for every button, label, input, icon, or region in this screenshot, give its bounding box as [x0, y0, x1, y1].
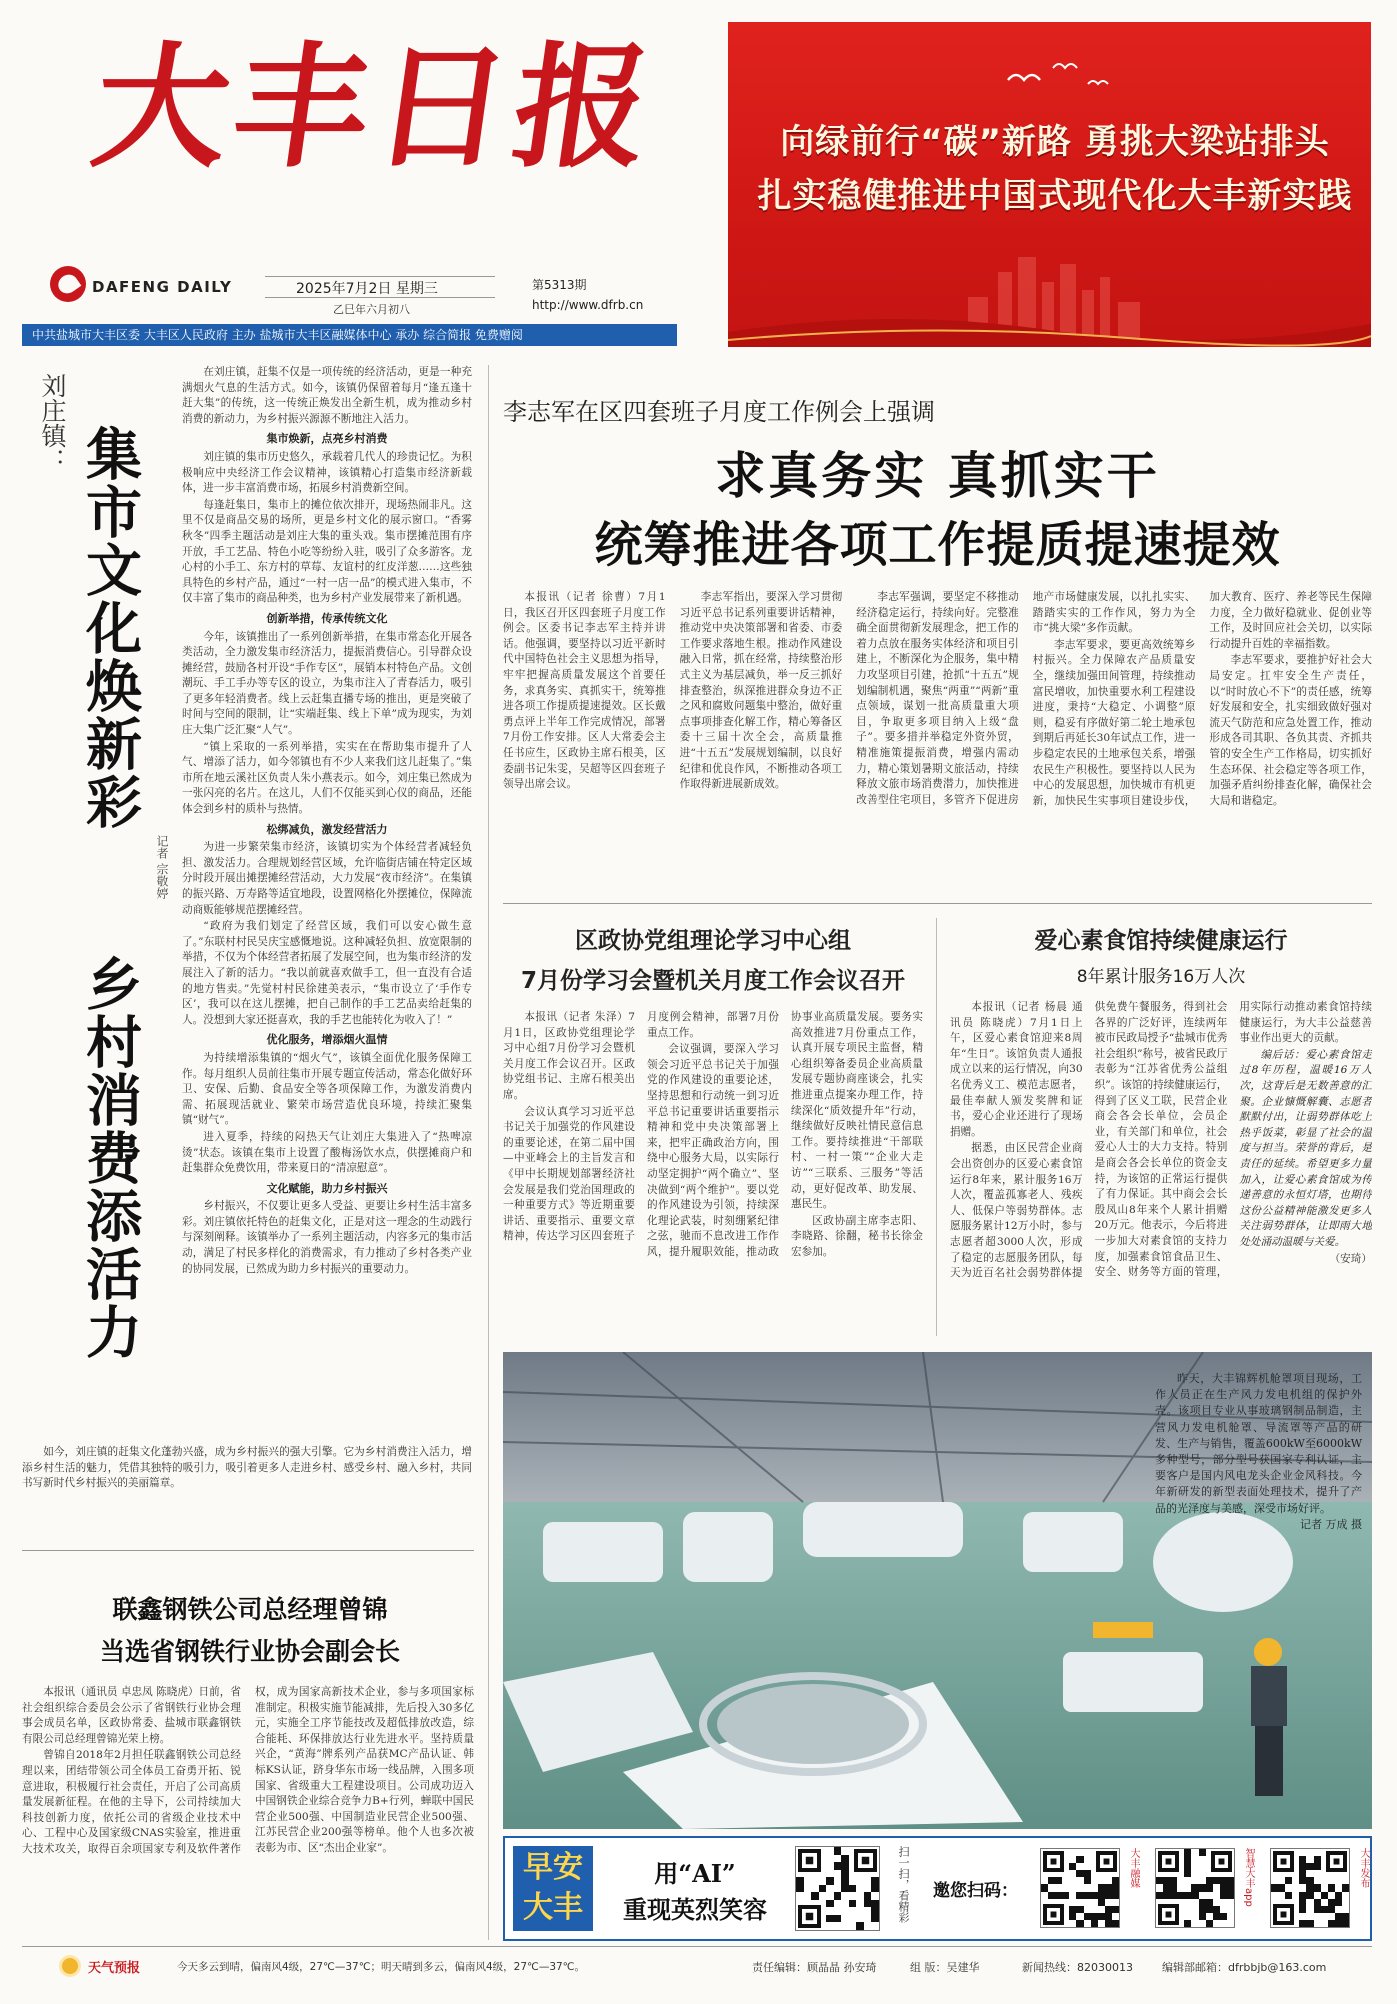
section-heading: 松绑减负，激发经营活力: [266, 822, 388, 836]
qr-label-dafeng-media: 大丰融媒: [1128, 1848, 1139, 1888]
left-section-3: [182, 822, 472, 1029]
editor-signature: （安琦）: [1329, 1252, 1372, 1265]
charity-article-subtitle: 8年累计服务16万人次: [1076, 967, 1246, 987]
footer: [22, 1952, 1372, 1982]
paragraph: 为持续增添集镇的“烟火气”，该镇全面优化服务保障工作。每月组织人员前往集市开展专题宣传活动，常态化做好环卫、安保、后勤、食品安全等各项保障工作，为激发消费内需、拓展现活就业、繁荣市场营造优良环境，持续汇聚集镇“财气”。: [182, 1051, 472, 1127]
left-article-title-part1: 集市文化焕新彩: [77, 425, 142, 831]
photo-credit: 记者 万成 摄: [1300, 1517, 1362, 1531]
section-heading: 优化服务，增添烟火温情: [266, 1033, 388, 1047]
paragraph: 会议强调，要深入学习领会习近平总书记关于加强党的作风建设的重要论述，坚持思想和行动统一到习近平总书记重要讲话重要指示精神和党中央决策部署上来，把牢正确政治方向，围绕中心服务大局，以实际行动坚定拥护“两个确立”、坚决做到“两个维护”。要以党的作风建设为引领，持续深化理论武装，时刻绷紧纪律之弦，驰而不息改进工作作风，提升履职效能，推动政协事业高质量发展。要务实高效推进7月份重点工作，认真开展专项民主监督，精心组织筹备委员企业高质量发展专题协商座谈会，扎实推进重点提案办理工作，持续深化“质效提升年”行动，继续做好反映社情民意信息工作。要持续推进“干部联村、一村一策”“企业大走访”“三联系、三服务”等活动，更好促改革、助发展、惠民生。: [647, 1011, 923, 1258]
left-section-5: [182, 1181, 472, 1278]
main-article-kicker: 李志军在区四套班子月度工作例会上强调: [503, 398, 935, 426]
masthead-date: 2025年7月2日 星期三: [296, 281, 438, 297]
duty-editor: 责任编辑：顾晶晶 孙安琦: [752, 1961, 877, 1974]
masthead-issue: 第5313期: [532, 278, 587, 292]
left-section-2: [182, 611, 472, 818]
paragraph: 为进一步繁荣集市经济，该镇切实为个体经营者减轻负担、激发活力。合理规划经营区域，允许临街店铺在特定区域分时段开展出摊摆摊经营活动，大力发展“夜市经济”。在集镇的振兴路、万寿路等适宜地段，设置网格化外摆摊位，保障流动商贩能够规范摆摊经营。: [182, 841, 472, 916]
editorial-email[interactable]: 编辑部邮箱：dfrbbjb@163.com: [1162, 1961, 1327, 1974]
masthead-lunar-date: 乙巳年六月初八: [333, 303, 410, 316]
banner-slogan-line1: 向绿前行“碳”新路 勇挑大梁站排头: [780, 122, 1330, 162]
publisher-bar: 中共盐城市大丰区委 大丰区人民政府 主办 盐城市大丰区融媒体中心 承办 综合简报 免费赠阅: [22, 324, 677, 346]
main-article-headline1: 求真务实 真抓实干: [715, 447, 1160, 505]
left-article-lead: 在刘庄镇，赶集不仅是一项传统的经济活动，更是一种充满烟火气息的生活方式。如今，该镇仍保留着每月“逢五逢十赶大集”的传统，这一传统正焕发出全新生机，成为推动乡村消费的新动力，为乡村振兴源源不断地注入活力。: [182, 366, 472, 425]
promo-title-line1: 用“AI”: [654, 1859, 736, 1888]
banner-slogan-line2: 扎实稳健推进中国式现代化大丰新实践: [757, 176, 1353, 216]
paragraph: 区政协副主席李志阳、李晓路、徐翻，秘书长徐金宏参加。: [791, 1214, 923, 1258]
promo-title-line2: 重现英烈笑容: [623, 1895, 767, 1924]
paragraph: 本报讯（记者 徐曹）7月1日，我区召开区四套班子月度工作例会。区委书记李志军主持并讲话。他强调，要坚持以习近平新时代中国特色社会主义思想为指导，牢牢把握高质量发展这个首要任务，求真务实、真抓实干，统筹推进各项工作提质提速提效。区长戴勇点评上半年工作完成情况，部署7月份工作安排。区人大常委会主任书应生，区政协主席石根美，区委副书记朱雯，吴超等区四套班子领导出席会议。: [503, 591, 666, 791]
paragraph: 今年，该镇推出了一系列创新举措，在集市常态化开展各类活动，全力激发集市经济活力，提振消费信心。引导群众设摊经营，鼓励各村开设“手作专区”，展销本村特色产品。文创潮玩、手工手办等专区的设立，为集市注入了青春活力，吸引了更多年轻消费者。线上云赶集直播专场的推出，更是突破了时间与空间的限制，让“实端赶集、线上下单”成为现实，为刘庄大集广泛汇聚“人气”。: [182, 630, 472, 737]
cppcc-article-title-line1: 区政协党组理论学习中心组: [575, 928, 851, 954]
city-skyline-icon: [728, 252, 1371, 347]
paragraph: 据悉，由区民营企业商会出资创办的区爱心素食馆运行8年来，累计服务16万人次，覆盖孤寡老人、残疾人、低保户等弱势群体。志愿服务累计12万小时，参与志愿者超3000人次，形成了稳定的志愿服务团队，每天为近百名社会弱势群体提供免费午餐服务，得到社会各界的广泛好评，连续两年被市民政局授予“盐城市优秀社会组织”称号，被省民政厅表彰为“江苏省优秀公益组织”。该馆的持续健康运行，得到了区义工联，民营企业商会各会长单位，会员企业，有关部门和单位，社会爱心人士的大力支持。特别是商会各会长单位的资金支持，为该馆的正常运行提供了有力保证。其中商会会长殷凤山8年来个人累计捐赠20万元。他表示，今后将进一步加大对素食馆的支持力度，加强素食馆食品卫生、安全、财务等方面的管理，用实际行动推动素食馆持续健康运行，为大丰公益慈善事业作出更大的贡献。: [950, 1001, 1372, 1280]
section-heading: 文化赋能，助力乡村振兴: [266, 1181, 388, 1195]
left-article-kicker: 刘庄镇：: [38, 373, 67, 473]
paragraph: 本报讯（记者 朱泽）7月1日，区政协党组理论学习中心组7月份学习会暨机关月度工作会议召开。区政协党组书记、主席石根美出席。: [503, 1011, 635, 1101]
qr-code-dafeng-release[interactable]: [1270, 1848, 1350, 1928]
paragraph: 李志军要求，要推护好社会大局安定。扛牢安全生产责任，以“时时放心不下”的责任感，统筹好发展和安全，扎实细致做好强对流天气防范和应急处置工作，推动形成各司其职、各负其责、齐抓共管的安全生产工作格局，切实抓好生态环保、社会稳定等各项工作，加强矛盾纠纷排查化解，确保社会大局和谐稳定。: [1209, 654, 1372, 807]
qr-label-smart-dafeng: 智慧大丰app: [1243, 1848, 1254, 1907]
left-article-byline: 记者 宗敬婷: [155, 835, 169, 899]
cppcc-article-body: [503, 1010, 923, 1336]
paragraph: 如今，刘庄镇的赶集文化蓬勃兴盛，成为乡村振兴的强大引擎。它为乡村消费注入活力，增添乡村生活的魅力，凭借其独特的吸引力，吸引着更多人走进乡村、感受乡村、融入乡村，共同书写新时代乡村振兴的美丽篇章。: [22, 1446, 472, 1490]
news-hotline: 新闻热线：82030013: [1022, 1961, 1133, 1974]
left-section-4: [182, 1032, 472, 1176]
paragraph: 乡村振兴，不仅要让更多人受益、更要让乡村生活丰富多彩。刘庄镇依托特色的赶集文化，正是对这一理念的生动践行与深刻阐释。该镇举办了一系列主题活动，内容多元的集市活动，满足了村民多样化的消费需求，有力推动了乡村各类产业的协同发展，已然成为助力乡村振兴的重要动力。: [182, 1200, 472, 1275]
main-article-headline2: 统筹推进各项工作提质提速提效: [594, 517, 1281, 573]
hard-hat-icon: [1254, 1638, 1282, 1666]
qr-label-dafeng-release: 大丰发布: [1358, 1848, 1369, 1888]
sun-icon: [62, 1958, 78, 1974]
paragraph: 进入夏季，持续的闷热天气让刘庄大集进入了“热啤凉烫”状态。该镇在集市上设置了酸梅汤饮水点，供摆摊商户和赶集群众免费饮用，带来夏日的“清凉慰意”。: [182, 1130, 472, 1175]
weather-forecast: 今天多云到晴，偏南风4级，27℃—37℃；明天晴到多云，偏南风4级，27℃—37℃。: [177, 1961, 585, 1973]
left-article-body: [182, 365, 472, 1415]
paragraph: 刘庄镇的集市历史悠久，承载着几代人的珍贵记忆。为积极响应中央经济工作会议精神，该镇精心打造集市经济新载体，进一步丰富消费市场，拓展乡村消费新空间。: [182, 450, 472, 495]
layout-editor: 组 版：吴建华: [910, 1961, 980, 1974]
cppcc-article-title-line2: 7月份学习会暨机关月度工作会议召开: [520, 968, 905, 994]
invite-label: 邀您扫码：: [933, 1881, 1018, 1901]
paragraph: 李志军强调，要坚定不移推动经济稳定运行，持续向好。完整准确全面贯彻新发展理念，把工作的着力点放在服务实体经济和项目引建上，不断深化为企服务，集中精力攻坚项目引建，抢抓“十五五”规划编制机遇，聚焦“两重”“两新”重点领域，谋划一批高质量重大项目，争取更多项目纳入上级“盘子”。要多措并举稳定外资外贸，精准施策提振消费，增强内需动力，精心策划暑期文旅活动，持续释放文旅市场消费潜力，加快推进改善型住宅项目，多管齐下促进房地产市场健康发展，以扎扎实实、踏踏实实的工作作风，努力为全市“挑大梁”多作贡献。: [856, 591, 1196, 806]
masthead-english-name: DAFENG DAILY: [92, 278, 233, 296]
section-heading: 创新举措，传承传统文化: [266, 611, 388, 625]
paragraph: 曾锦自2018年2月担任联鑫钢铁公司总经理以来，团结带领公司全体员工奋勇开拓、锐意进取，积极履行社会责任，开启了公司高质量发展新征程。在他的主导下，公司持续加大科技创新力度，依托公司的省级企业技术中心、工程中心及国家级CNAS实验室，推进重大技术攻关，取得百余项国家专利及软件著作权，成为国家高新技术企业，参与多项国家标准制定。积极实施节能减排，先后投入30多亿元，实施全工序节能技改及超低排放改造，综合能耗、环保排放达行业先进水平。坚持质量兴企，“黄海”牌系列产品获MC产品认证、韩标KS认证，跻身华东市场一线品牌，入围多项国家、省级重大工程建设项目。公司成功迈入中国钢铁企业综合竞争力B+行列，蝉联中国民营企业500强、中国制造业民营企业500强、江苏民营企业200强等榜单。他个人也多次被表彰为市、区“杰出企业家”。: [22, 1686, 474, 1855]
left-article-body-continued: [22, 1445, 472, 1540]
masthead-website[interactable]: http://www.dfrb.cn: [532, 298, 644, 312]
masthead-logo: [50, 266, 86, 302]
left-article: [22, 365, 474, 1540]
photo-caption-text: 昨天，大丰锦辉机舱罩项目现场，工作人员正在生产风力发电机组的保护外壳。该项目专业从事玻璃钢制品制造，主营风力发电机舱罩、导流罩等产品的研发、生产与销售，覆盖600kW至6000kW多种型号，部分型号获国家专利认证，主要客户是国内风电龙头企业金风科技。今年新研发的新型表面处理技术，提升了产品的光泽度与美感，深受市场好评。: [1155, 1372, 1362, 1515]
main-article-body: [503, 590, 1372, 896]
promo-qr-code[interactable]: [795, 1846, 880, 1931]
promo-badge: 早安大丰: [513, 1846, 593, 1931]
left-article-title-part2: 乡村消费添活力: [77, 955, 142, 1361]
photo-caption: [1155, 1371, 1362, 1533]
paragraph: 每逢赶集日，集市上的摊位依次排开，现场热闹非凡。这里不仅是商品交易的场所，更是乡村文化的展示窗口。“香雾秋冬”四季主题活动是刘庄大集的重头戏。集市摆摊范围有序开放，手工艺品、特色小吃等纷纷入驻，吸引了众多游客。龙心村的小手工、东方村的草莓、友谊村的红皮洋葱……这些独具特色的乡村产品，通过“一村一店一品”的模式进入集市，不仅丰富了集市的商品种类，也为乡村产业发展带来了新机遇。: [182, 498, 472, 605]
paragraph: 会议认真学习习近平总书记关于加强党的作风建设的重要论述，在第二届中国—中亚峰会上的主旨发言和《甲中长期规划部署经济社会发展是我们党治国理政的一种重要方式》等近期重要讲话、重要指示、重要文章精神，传达学习区四套班子月度例会精神，部署7月份重点工作。: [503, 1011, 779, 1243]
birds-icon: [998, 50, 1118, 100]
promo-scan-hint: 扫一扫，看精彩: [897, 1846, 910, 1923]
paragraph: 李志军指出，要深入学习贯彻习近平总书记系列重要讲话精神，推动党中央决策部署和省委、市委工作要求落地生根。推动作风建设融入日常，抓在经常，持续整治形式主义为基层减负，举一反三抓好排查整治，纵深推进群众身边不正之风和腐败问题集中整治，做好重点事项排查化解工作，精心筹备区委十三届十次全会，高质量推进“十五五”发展规划编制，以良好纪律和优良作风，不断推动各项工作取得新进展新成效。: [679, 591, 843, 791]
promo-box: [503, 1836, 1372, 1941]
paragraph: “政府为我们划定了经营区域，我们可以安心做生意了。”东联村村民吴庆宝感慨地说。这种减轻负担、放宽限制的举措，不仅为个体经营者拓展了发展空间，也为集市经济的发展注入了新的活力。“我以前就喜欢做手工，但一直没有合适的地方售卖。”先觉村村民徐建美表示，“集市设立了‘手作专区’，我可以在这儿摆摊，把自己制作的手工艺品卖给赶集的人。没想到大家还挺喜欢，我的手艺也能转化为收入了！”: [182, 920, 472, 1026]
qr-code-dafeng-media[interactable]: [1040, 1848, 1120, 1928]
steel-article-title-line1: 联鑫钢铁公司总经理曾锦: [112, 1595, 388, 1624]
paragraph: 本报讯（记者 杨晨 通讯员 陈晓虎）7月1日上午，区爱心素食馆迎来8周年“生日”。该馆负责人通报成立以来的运行情况，向30名优秀义工、模范志愿者，最佳奉献人颁发奖牌和证书，爱心企业还进行了现场捐赠。: [950, 1001, 1083, 1138]
steel-article-title-line2: 当选省钢铁行业协会副会长: [99, 1637, 400, 1666]
section-heading: 集市焕新，点亮乡村消费: [266, 432, 388, 446]
charity-article-title: 爱心素食馆持续健康运行: [1034, 928, 1288, 954]
qr-code-smart-dafeng[interactable]: [1155, 1848, 1235, 1928]
editor-note: 编后话：爱心素食馆走过8年历程，温暖16万人次，这背后是无数善意的汇聚。企业慷慨解囊、志愿者默默付出，让弱势群体吃上热乎饭菜，彰显了社会的温度与担当。荣誉的背后，是责任的延续。希望更多力量加入，让爱心素食馆成为传递善意的永恒灯塔，也期待这份公益精神能激发更多人关注弱势群体，让即雨大地处处涌动温暖与关爱。: [1239, 1048, 1372, 1248]
left-section-1: [182, 431, 472, 607]
paragraph: 李志军要求，要更高效统筹乡村振兴。全力保障农产品质量安全，继续加强田间管理，持续推动富民增收，加快重要水利工程建设进度，秉持“大稳定、小调整”原则，稳妥有序做好第二轮土地承包到期后再延长30年试点工作，进一步稳定农民的土地承包关系，增强农民生产积极性。要坚持以人民为中心的发展思想，加快城市有机更新，加快民生实事项目建设步伐，加大教育、医疗、养老等民生保障力度，全力做好稳就业、促创业等工作，及时回应社会关切，以实际行动提升百姓的幸福指数。: [1032, 591, 1372, 807]
paragraph: 本报讯（通讯员 卓忠凤 陈晓虎）日前，省社会组织综合委员会公示了省钢铁行业协会理事会成员名单，区政协常委、盐城市联鑫钢铁有限公司总经理曾锦光荣上榜。: [22, 1686, 241, 1745]
charity-article-body: [950, 1000, 1372, 1336]
weather-label: 天气预报: [88, 1961, 141, 1976]
paragraph: “镇上采取的一系列举措，实实在在帮助集市提升了人气、增添了活力，如今邻镇也有不少人来我们这儿赶集了。”集市所在地云溪社区负责人朱小燕表示。如今，刘庄集已然成为一张闪亮的名片。在这儿，人们不仅能买到心仪的商品，还能体会到乡村的质朴与热情。: [182, 740, 472, 816]
steel-article-body: [22, 1685, 474, 1937]
masthead-title: 大丰日报: [83, 28, 667, 186]
slogan-banner: [728, 22, 1371, 347]
